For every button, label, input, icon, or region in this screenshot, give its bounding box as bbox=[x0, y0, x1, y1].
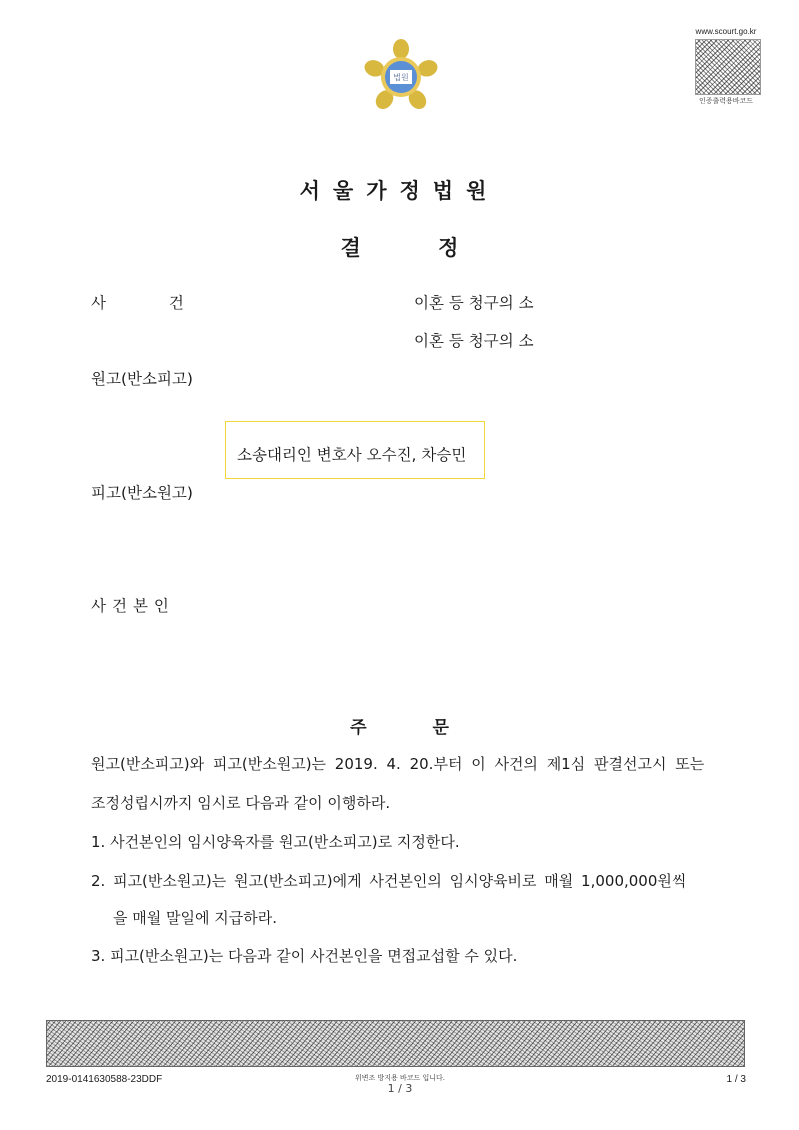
plaintiff-label: 원고(반소피고) bbox=[91, 370, 193, 388]
principal-label: 사건본인 bbox=[91, 597, 175, 615]
case-label: 사 건 bbox=[91, 294, 184, 312]
order-line: 을 매월 말일에 지급하라. bbox=[113, 909, 277, 927]
defendant-label: 피고(반소원고) bbox=[91, 484, 193, 502]
site-url: www.scourt.go.kr bbox=[695, 27, 757, 36]
barcode-note: 위변조 방지용 바코드 입니다. bbox=[354, 1074, 446, 1082]
order-line: 조정성립시까지 임시로 다음과 같이 이행하라. bbox=[91, 794, 391, 812]
order-heading: 주 문 bbox=[350, 718, 449, 738]
court-name: 서울가정법원 bbox=[299, 179, 500, 203]
counsel-text: 소송대리인 변호사 오수진, 차승민 bbox=[237, 446, 467, 464]
document-id: 2019-0141630588-23DDF bbox=[46, 1074, 163, 1085]
anti-forgery-barcode-band bbox=[46, 1020, 745, 1067]
page-number-right: 1 / 3 bbox=[726, 1074, 746, 1085]
order-line: 1. 사건본인의 임시양육자를 원고(반소피고)로 지정한다. bbox=[91, 833, 460, 851]
case-value-1: 이혼 등 청구의 소 bbox=[414, 294, 534, 312]
order-line: 원고(반소피고)와 피고(반소원고)는 2019. 4. 20.부터 이 사건의 제1심 판결선고시 또는 bbox=[91, 755, 705, 773]
verification-qr-code bbox=[695, 39, 761, 95]
order-line: 2. 피고(반소원고)는 원고(반소피고)에게 사건본인의 임시양육비로 매월 1,000,000원씩 bbox=[91, 872, 687, 890]
document-type: 결 정 bbox=[340, 236, 459, 260]
seal-text: 법원 bbox=[393, 73, 409, 82]
qr-label: 인증출력용바코드 bbox=[698, 97, 754, 105]
order-line: 3. 피고(반소원고)는 다음과 같이 사건본인을 면접교섭할 수 있다. bbox=[91, 947, 518, 965]
page-number-center: 1 / 3 bbox=[387, 1082, 413, 1095]
case-value-2: 이혼 등 청구의 소 bbox=[414, 332, 534, 350]
